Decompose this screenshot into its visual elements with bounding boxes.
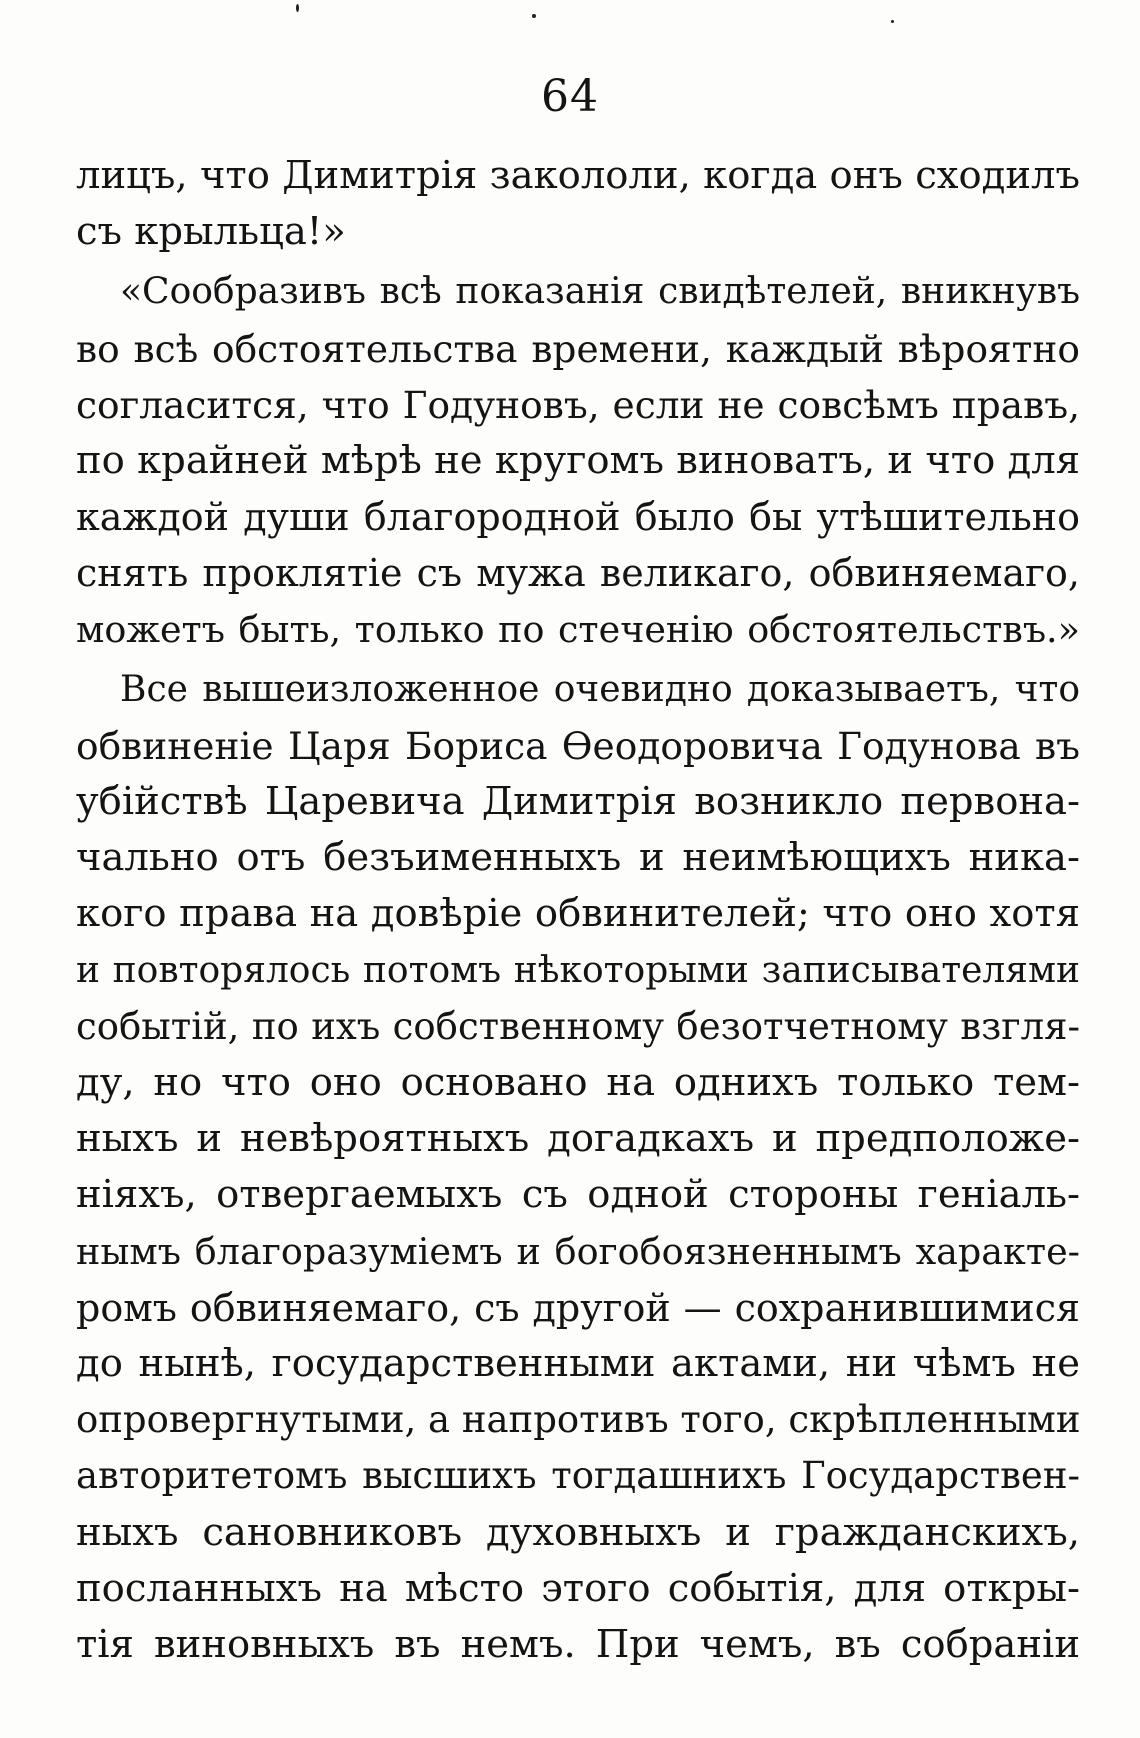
text-line: опровергнутыми, а напротивъ того, скрѣпленными: [76, 1398, 1080, 1442]
text-line: ромъ обвиняемаго, съ другой — сохранившимися: [76, 1285, 1080, 1330]
text-line: каждой души благородной было бы утѣшительно: [76, 495, 1080, 540]
text-line: ду, но что оно основано на однихъ только тем-: [76, 1060, 1080, 1105]
print-speck: [891, 20, 894, 23]
print-speck: [296, 4, 299, 12]
text-line: чально отъ безъименныхъ и неимѣющихъ ника-: [76, 835, 1080, 881]
text-line: событій, по ихъ собственному безотчетному взгля-: [76, 1004, 1080, 1048]
body-text: [76, 148, 1080, 1673]
text-line: можетъ быть, только по стеченію обстоятельствъ.»: [76, 607, 1080, 651]
text-line: тія виновныхъ въ немъ. При чемъ, въ собраніи: [76, 1621, 1080, 1667]
text-line: во всѣ обстоятельства времени, каждый вѣроятно: [76, 326, 1080, 371]
paragraph-first-line: Все вышеизложенное очевидно доказываетъ, что: [120, 668, 1080, 710]
text-line: посланныхъ на мѣсто этого событія, для откры-: [76, 1565, 1080, 1611]
text-line: съ крыльца!»: [76, 209, 346, 255]
text-line: и повторялось потомъ нѣкоторыми записывателями: [76, 949, 1080, 991]
text-line: обвиненіе Царя Бориса Өеодоровича Годунова въ: [76, 723, 1080, 768]
print-speck: [532, 14, 536, 18]
text-line: согласится, что Годуновъ, если не совсѣмъ правъ,: [76, 382, 1080, 427]
page-number: 64: [541, 71, 599, 122]
text-line: авторитетомъ высшихъ тогдашнихъ Государствен-: [76, 1454, 1080, 1498]
text-line: по крайней мѣрѣ не кругомъ виноватъ, и что для: [76, 437, 1080, 483]
text-line: до нынѣ, государственными актами, ни чѣмъ не: [76, 1340, 1080, 1386]
text-line: кого права на довѣріе обвинителей; что оно хотя: [76, 891, 1080, 937]
paragraph-first-line: «Сообразивъ всѣ показанія свидѣтелей, вникнувъ: [120, 271, 1080, 313]
text-line: убійствѣ Царевича Димитрія возникло первона-: [76, 779, 1080, 825]
text-line: ныхъ сановниковъ духовныхъ и гражданскихъ,: [76, 1509, 1080, 1555]
text-line: нымъ благоразуміемъ и богобоязненнымъ характе-: [76, 1229, 1080, 1273]
text-line: снять проклятіе съ мужа великаго, обвиняемаго,: [76, 551, 1080, 596]
text-line: лицъ, что Димитрія закололи, когда онъ сходилъ: [76, 153, 1080, 198]
text-line: ніяхъ, отвергаемыхъ съ одной стороны геніаль-: [76, 1172, 1080, 1218]
text-line: ныхъ и невѣроятныхъ догадкахъ и предположе-: [76, 1116, 1080, 1162]
